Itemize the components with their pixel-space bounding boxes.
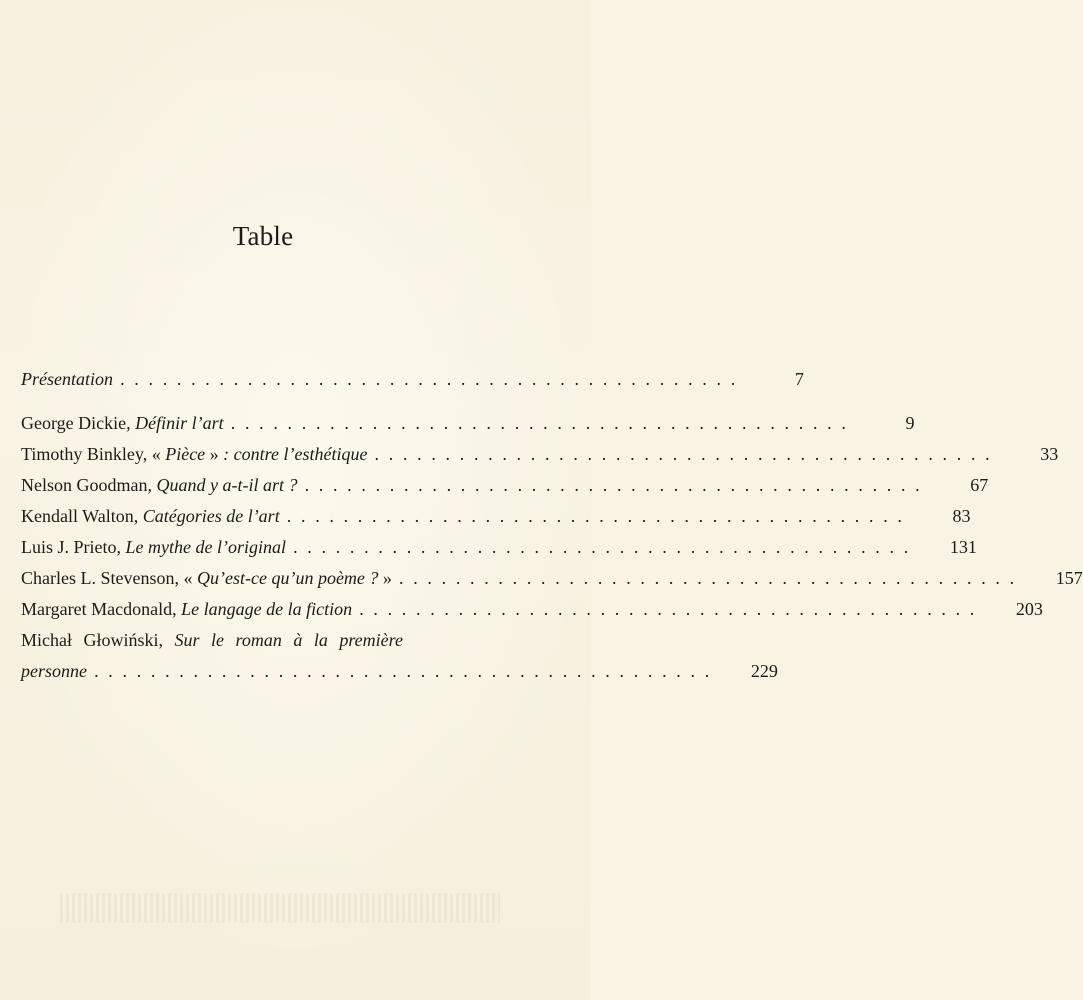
page-title: Table [232,221,294,251]
toc-entry-text [21,439,992,470]
toc-entry [21,439,1059,470]
toc-entry-author: Nelson Goodman, [21,475,157,495]
toc-entry-title: Le mythe de l’original [125,537,286,557]
toc-entry [21,501,971,532]
toc-entry-text [21,656,712,687]
toc-page-number: 7 [794,369,804,389]
toc-page-number: 157 [1055,568,1083,588]
toc-entry-author: Charles L. Stevenson, « [21,568,197,588]
toc-entry-title: Sur le roman à la première [174,630,403,650]
toc-page-number: 83 [952,506,971,526]
toc-entry-author: George Dickie, [21,413,136,433]
toc-page-number: 131 [949,537,977,557]
toc-entry-title: Quand y a-t-il art ? [156,475,298,495]
toc-entry [21,594,1043,625]
toc-entry-author-suffix: » [205,444,224,464]
toc-entry-title: Définir l’art [135,413,224,433]
toc-page-number: 33 [1040,444,1059,464]
toc-entry-text [21,364,738,395]
toc-entry-title-continued: personne [21,661,87,681]
toc-entry [21,408,915,439]
toc-entry-author: Timothy Binkley, « [21,444,166,464]
table-of-contents [21,364,1083,687]
toc-entry-title: Catégories de l’art [142,506,280,526]
toc-entry-title: Qu’est-ce qu’un poème ? [196,568,379,588]
toc-entry-presentation [21,364,804,395]
toc-entry [21,563,1083,594]
toc-entry [21,625,778,687]
toc-entry-author: Margaret Macdonald, [21,599,182,619]
toc-entry-first-line [21,625,508,656]
toc-page-number: 203 [1015,599,1043,619]
toc-entry [21,532,977,563]
toc-entry-text [21,408,848,439]
toc-entry-title: Pièce [165,444,206,464]
toc-page-number: 9 [905,413,915,433]
toc-entry-author: Michał Głowiński, [21,630,175,650]
toc-entry-text [21,532,911,563]
toc-entry-text [21,594,977,625]
toc-entry-title-suffix: : contre l’esthétique [223,444,368,464]
toc-entry [21,470,989,501]
toc-entry-title: Présentation [21,369,113,389]
toc-entry-title: Le langage de la fiction [181,599,353,619]
toc-entry-author: Luis J. Prieto, [21,537,126,557]
toc-entry-text [21,501,905,532]
toc-page-number: 229 [750,661,778,681]
toc-entry-author: Kendall Walton, [21,506,143,526]
toc-entry-continuation [21,656,778,687]
toc-page-number: 67 [970,475,989,495]
show-through-text [60,893,500,923]
toc-entry-text [21,563,1017,594]
toc-entry-author-suffix: » [378,568,392,588]
toc-entry-text [21,470,922,501]
